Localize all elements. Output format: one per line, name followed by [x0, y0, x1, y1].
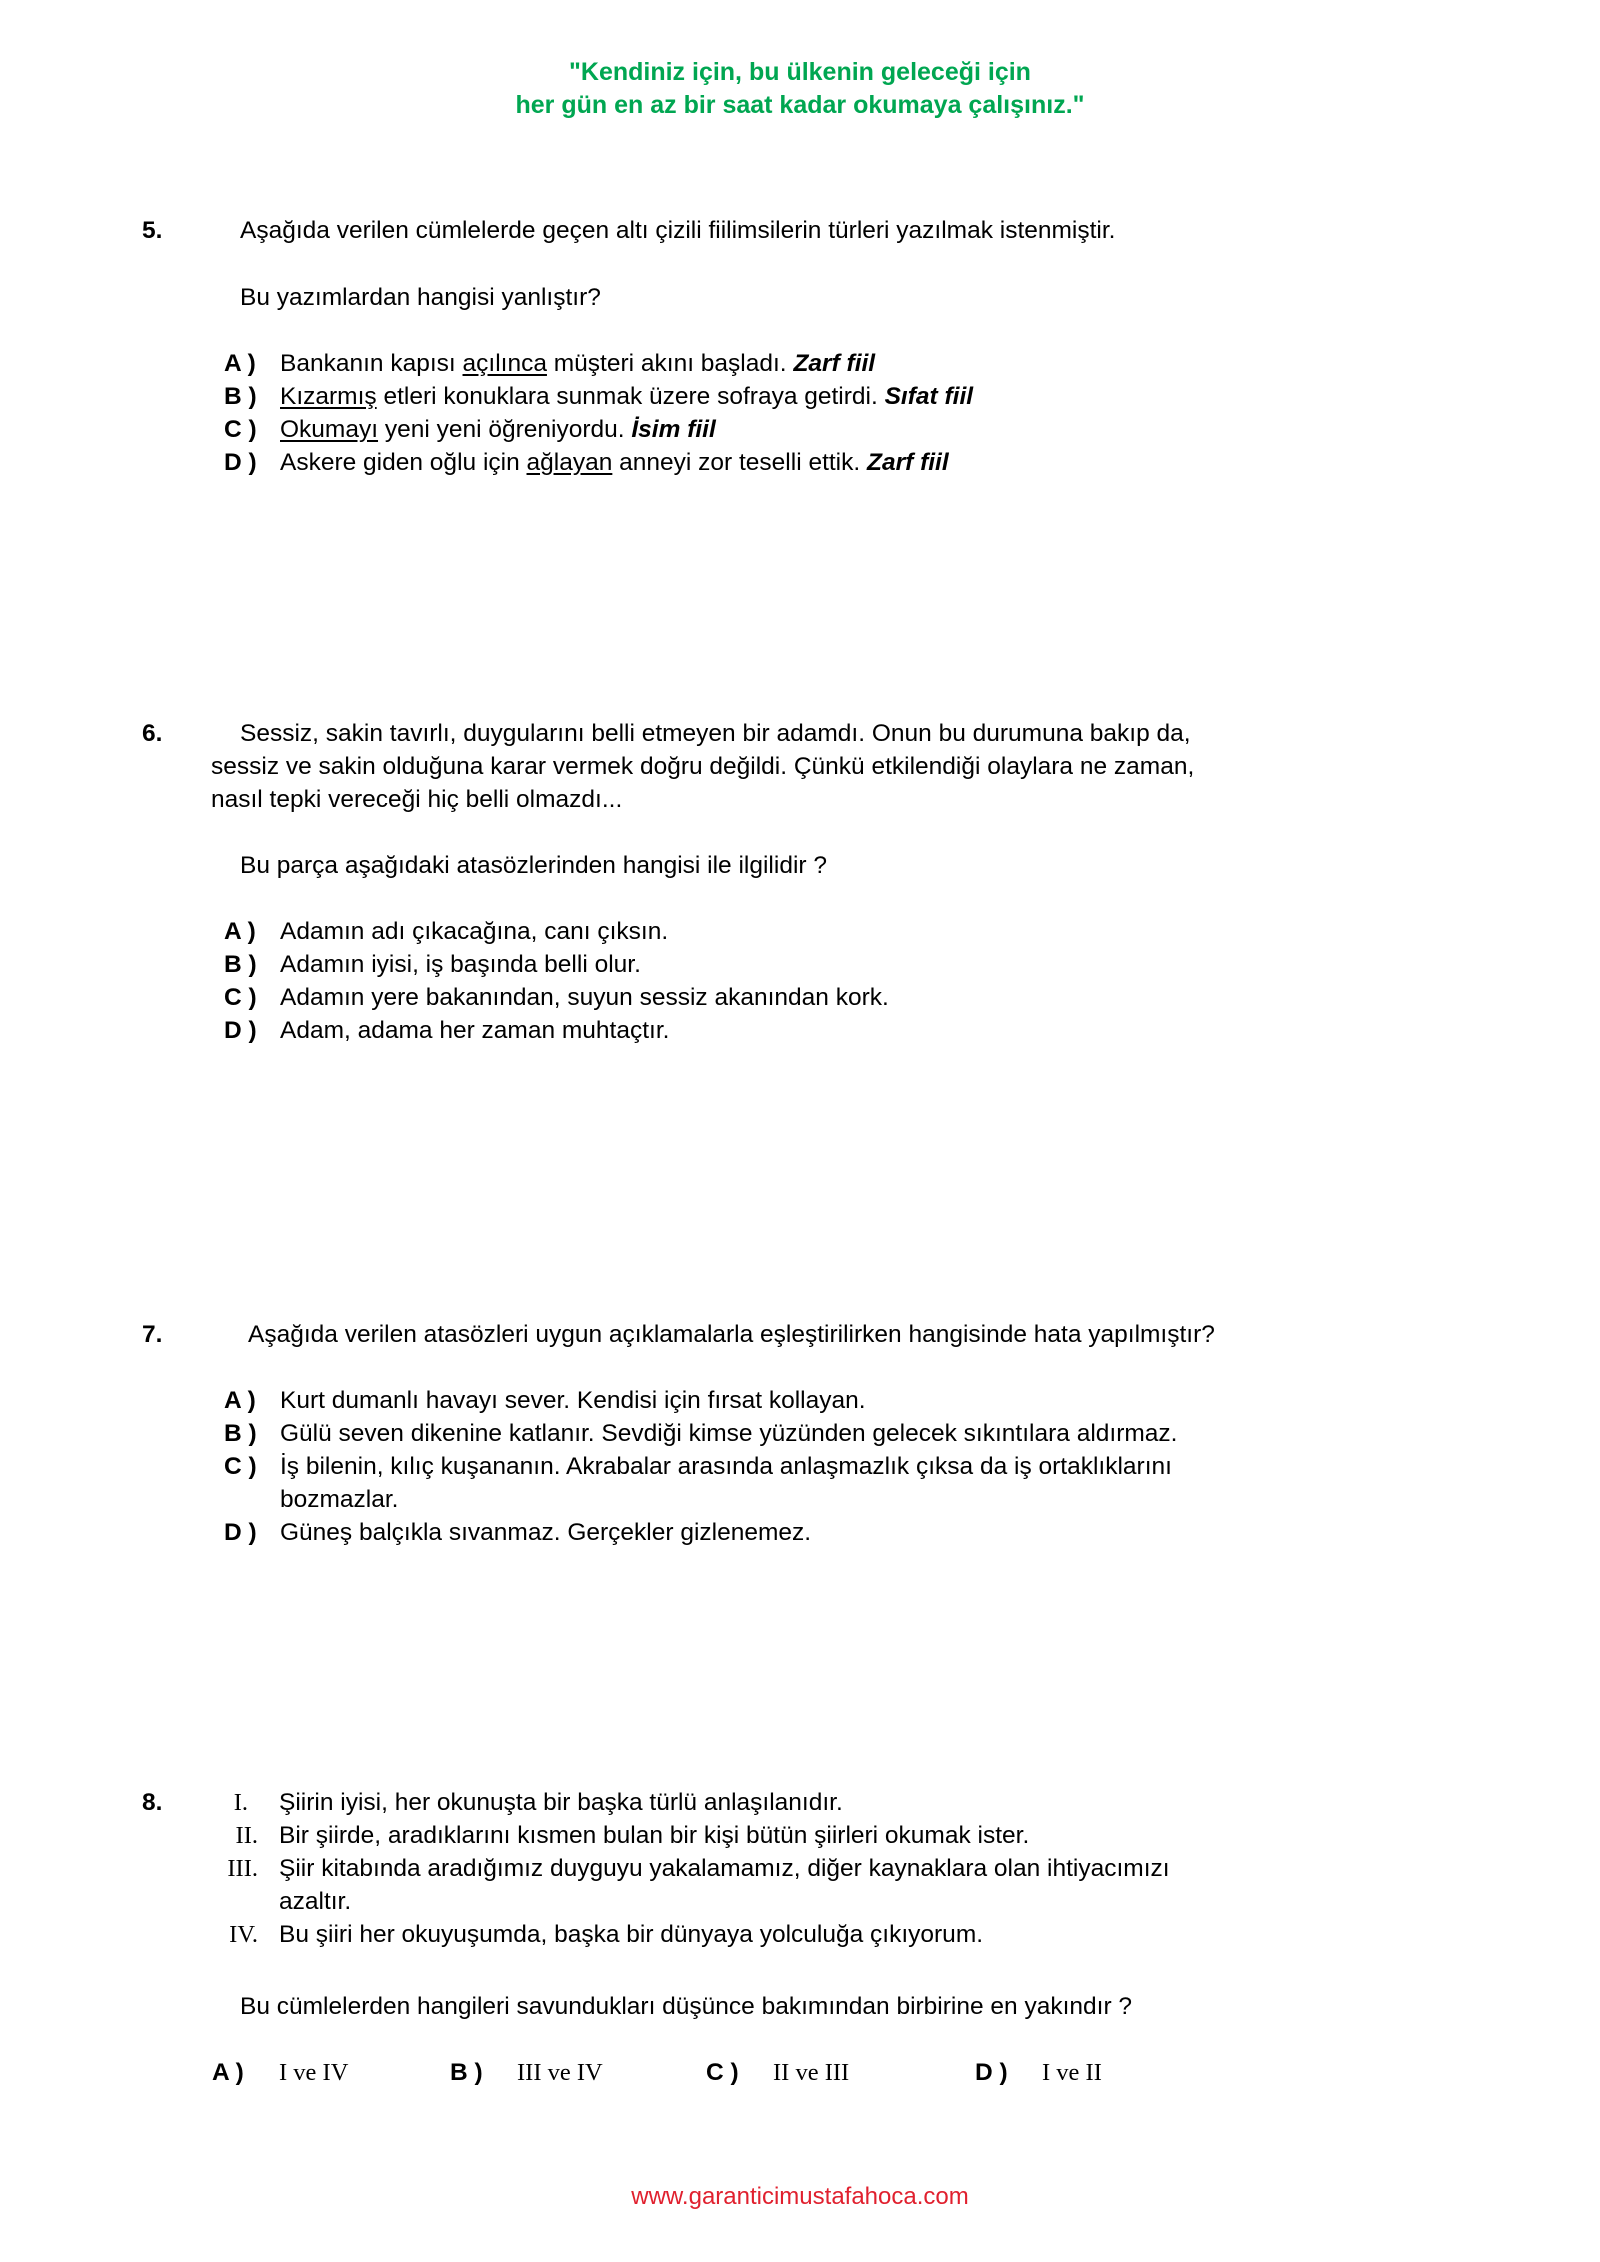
paragraph-line: nasıl tepki vereceği hiç belli olmazdı...: [211, 786, 623, 813]
option-letter: D ): [224, 449, 257, 476]
option-text: Adamın adı çıkacağına, canı çıksın.: [280, 918, 669, 945]
option-text: Okumayı yeni yeni öğreniyordu. İsim fiil: [280, 416, 716, 443]
statement-text: Şiirin iyisi, her okunuşta bir başka türlü anlaşılanıdır.: [279, 1789, 843, 1816]
question-number: 8.: [142, 1789, 163, 1816]
option-letter: D ): [224, 1017, 257, 1044]
roman-numeral: I.: [233, 1789, 248, 1816]
motto-line-2: her gün en az bir saat kadar okumaya çalışınız.": [515, 91, 1085, 119]
option-letter: A ): [212, 2059, 244, 2086]
statement-text: Bir şiirde, aradıklarını kısmen bulan bir kişi bütün şiirleri okumak ister.: [279, 1822, 1030, 1849]
option-letter: D ): [224, 1519, 257, 1546]
option-text: Gülü seven dikenine katlanır. Sevdiği kimse yüzünden gelecek sıkıntılara aldırmaz.: [280, 1420, 1178, 1447]
option-text: Askere giden oğlu için ağlayan anneyi zor teselli ettik. Zarf fiil: [280, 449, 949, 476]
option-d[interactable]: [224, 1516, 811, 1549]
option-letter: B ): [450, 2059, 483, 2086]
option-tag: Zarf fiil: [867, 449, 949, 476]
roman-numeral: IV.: [229, 1921, 258, 1948]
question-number: 7.: [142, 1321, 163, 1348]
option-letter: C ): [224, 1453, 257, 1480]
option-d[interactable]: [975, 2056, 1102, 2089]
statement-text: Bu şiiri her okuyuşumda, başka bir dünyaya yolculuğa çıkıyorum.: [279, 1921, 984, 1948]
option-text: I ve II: [1042, 2059, 1102, 2086]
option-c[interactable]: [224, 1450, 1172, 1483]
footer-website-link[interactable]: www.garanticimustafahoca.com: [631, 2183, 969, 2210]
question-text: Bu cümlelerden hangileri savundukları düşünce bakımından birbirine en yakındır ?: [240, 1993, 1133, 2020]
option-letter: B ): [224, 383, 257, 410]
option-text: Güneş balçıkla sıvanmaz. Gerçekler gizlenemez.: [280, 1519, 812, 1546]
question-text: Bu yazımlardan hangisi yanlıştır?: [240, 284, 601, 311]
option-letter: D ): [975, 2059, 1008, 2086]
option-text: Adamın yere bakanından, suyun sessiz akanından kork.: [280, 984, 889, 1011]
option-c[interactable]: [224, 413, 716, 446]
option-a[interactable]: [224, 915, 668, 948]
question-number: 5.: [142, 217, 163, 244]
option-letter: B ): [224, 951, 257, 978]
option-text: Adam, adama her zaman muhtaçtır.: [280, 1017, 670, 1044]
option-text: Kızarmış etleri konuklara sunmak üzere sofraya getirdi. Sıfat fiil: [280, 383, 974, 410]
answer-options-row: [0, 2056, 1600, 2089]
option-letter: C ): [224, 416, 257, 443]
option-text: II ve III: [773, 2059, 850, 2086]
option-text: Bankanın kapısı açılınca müşteri akını başladı. Zarf fiil: [280, 350, 876, 377]
option-b[interactable]: [224, 380, 973, 413]
option-tag: Zarf fiil: [793, 350, 876, 377]
option-text: Adamın iyisi, iş başında belli olur.: [280, 951, 641, 978]
option-a[interactable]: [224, 347, 875, 380]
option-text: I ve IV: [279, 2059, 349, 2086]
option-d[interactable]: [224, 1014, 669, 1047]
option-a[interactable]: [212, 2056, 348, 2089]
option-b[interactable]: [450, 2056, 603, 2089]
paragraph-line: sessiz ve sakin olduğuna karar vermek doğru değildi. Çünkü etkilendiği olaylara ne zaman,: [211, 753, 1195, 780]
question-text: Bu parça aşağıdaki atasözlerinden hangisi ile ilgilidir ?: [240, 852, 827, 879]
question-prompt: Aşağıda verilen atasözleri uygun açıklamalarla eşleştirilirken hangisinde hata yapılmıştır?: [248, 1321, 1215, 1348]
underlined-word: ağlayan: [526, 449, 613, 476]
underlined-word: açılınca: [462, 350, 547, 377]
option-b[interactable]: [224, 948, 641, 981]
motto-line-1: "Kendiniz için, bu ülkenin geleceği için: [569, 58, 1031, 86]
statement-text-continuation: azaltır.: [279, 1888, 352, 1915]
option-a[interactable]: [224, 1384, 866, 1417]
option-letter: A ): [224, 1387, 256, 1414]
option-text: Kurt dumanlı havayı sever. Kendisi için fırsat kollayan.: [280, 1387, 866, 1414]
option-letter: A ): [224, 350, 256, 377]
question-number: 6.: [142, 720, 163, 747]
roman-numeral: III.: [227, 1855, 258, 1882]
option-letter: A ): [224, 918, 256, 945]
option-tag: Sıfat fiil: [884, 383, 974, 410]
option-letter: C ): [706, 2059, 739, 2086]
roman-numeral: II.: [235, 1822, 258, 1849]
motto-header: [0, 56, 1600, 122]
question-prompt: Aşağıda verilen cümlelerde geçen altı çizili fiilimsilerin türleri yazılmak istenmiştir.: [240, 217, 1116, 244]
option-text: İş bilenin, kılıç kuşananın. Akrabalar arasında anlaşmazlık çıksa da iş ortaklıklarını: [280, 1453, 1172, 1480]
underlined-word: Kızarmış: [280, 383, 377, 410]
option-d[interactable]: [224, 446, 949, 479]
option-c[interactable]: [706, 2056, 849, 2089]
paragraph-line: Sessiz, sakin tavırlı, duygularını belli etmeyen bir adamdı. Onun bu durumuna bakıp da,: [240, 720, 1191, 747]
underlined-word: Okumayı: [280, 416, 379, 443]
option-tag: İsim fiil: [631, 416, 716, 443]
option-b[interactable]: [224, 1417, 1177, 1450]
option-c[interactable]: [224, 981, 889, 1014]
option-letter: C ): [224, 984, 257, 1011]
statement-text: Şiir kitabında aradığımız duyguyu yakalamamız, diğer kaynaklara olan ihtiyacımızı: [279, 1855, 1170, 1882]
option-letter: B ): [224, 1420, 257, 1447]
option-text: III ve IV: [517, 2059, 603, 2086]
option-text-continuation: bozmazlar.: [280, 1486, 399, 1513]
